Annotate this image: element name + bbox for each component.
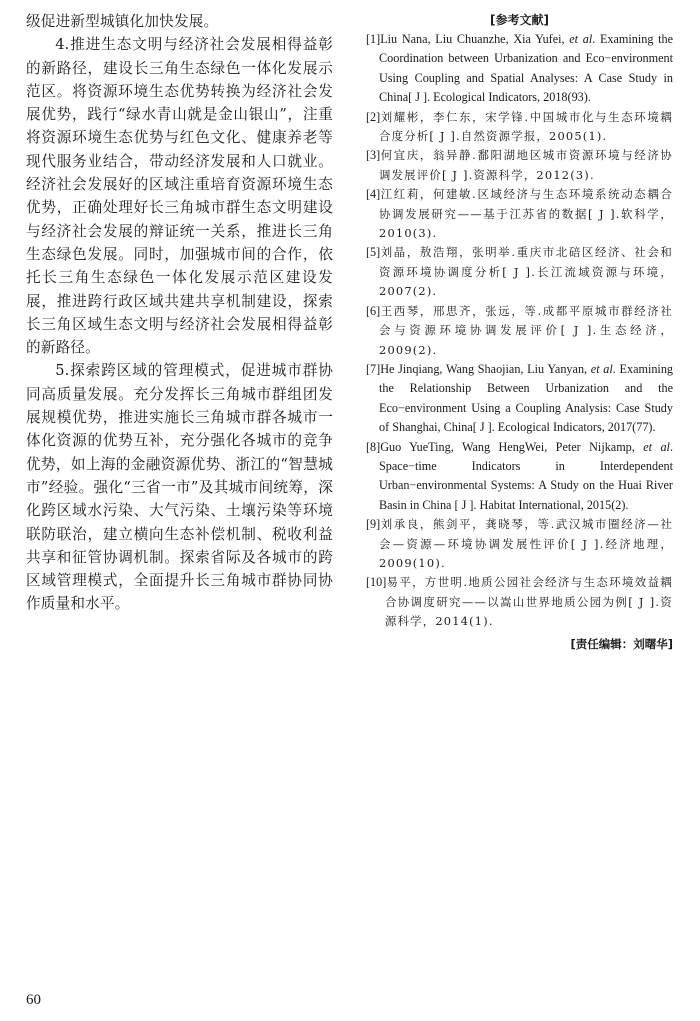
- reference-number: [6]: [366, 303, 381, 318]
- reference-number: [7]: [366, 361, 381, 376]
- reference-text: 易平，方世明.地质公园社会经济与生态环境效益耦合协调度研究——以嵩山世界地质公园为例[ J ].资源科学，2014(1).: [385, 575, 673, 629]
- reference-item: [366, 30, 673, 108]
- reference-text: 刘承良，熊剑平，龚晓琴，等.武汉城市圈经济—社会—资源—环境协调发展性评价[ J ].经济地理，2009(10).: [379, 517, 673, 570]
- references-heading: [参考文献]: [490, 13, 549, 27]
- reference-text: Liu Nana, Liu Chuanzhe, Xia Yufei,: [380, 32, 570, 46]
- references-column: [366, 10, 673, 654]
- reference-number: [10]: [366, 575, 387, 590]
- reference-text: . Space−time Indicators in Interdependent Urban−environmental Systems: A Study on the Huai River Basin in China [ J ]. Habitat International, 2015(2).: [379, 439, 673, 512]
- reference-text: 刘耀彬，李仁东，宋学锋.中国城市化与生态环境耦合度分析[ J ].自然资源学报，2005(1).: [379, 109, 673, 144]
- reference-number: [2]: [366, 109, 381, 124]
- reference-etal: et al: [590, 361, 613, 376]
- reference-etal: et al: [569, 32, 593, 46]
- reference-text: 江红莉，何建敏.区域经济与生态环境系统动态耦合协调发展研究——基于江苏省的数据[ J ].软科学，2010(3).: [379, 187, 673, 241]
- reference-item: [366, 146, 673, 185]
- reference-item: [366, 185, 673, 243]
- page-number: 60: [26, 992, 41, 1008]
- responsible-editor: [责任编辑：刘曙华]: [570, 636, 673, 651]
- body-text-column: [26, 10, 333, 616]
- reference-item: [366, 108, 673, 147]
- reference-item: [366, 360, 673, 438]
- reference-item: [366, 515, 673, 573]
- reference-text: 王西琴，邢思齐，张远，等.成都平原城市群经济社会与资源环境协调发展评价[ J ].生态经济，2009(2).: [379, 303, 673, 357]
- reference-item: [366, 243, 673, 301]
- reference-number: [1]: [366, 32, 381, 46]
- reference-text: . Examining the Relationship Between Urbanization and the Eco−environment Using a Coupling Analysis: Case Study of Shanghai, China[ J ]. Ecological Indicators, 2017(77).: [379, 361, 674, 435]
- reference-number: [9]: [366, 517, 381, 532]
- reference-text: Guo YueTing, Wang HengWei, Peter Nijkamp,: [380, 439, 644, 454]
- reference-item: [366, 438, 673, 516]
- reference-etal: et al: [643, 439, 670, 454]
- reference-text: 何宜庆，翁异静.鄱阳湖地区城市资源环境与经济协调发展评价[ J ].资源科学，2012(3).: [379, 148, 673, 182]
- reference-number: [8]: [366, 439, 381, 454]
- reference-number: [5]: [366, 245, 381, 260]
- paragraph-continuation: 级促进新型城镇化加快发展。: [26, 13, 219, 30]
- paragraph-point-5: 5.探索跨区域的管理模式，促进城市群协同高质量发展。充分发挥长三角城市群组团发展规模优势，推进实施长三角城市群各城市一体化资源的优势互补，充分强化各城市的竞争优势，如上海的金融资源优势、浙江的“智慧城市”经验。强化“三省一市”及其城市间统筹，深化跨区域水污染、大气污染、土壤污染等环境联防联治，建立横向生态补偿机制、税收利益共享和征管协调机制。探索省际及各城市的跨区域管理模式，全面提升长三角城市群协同协作质量和水平。: [26, 362, 333, 613]
- reference-text: He Jinqiang, Wang Shaojian, Liu Yanyan,: [380, 361, 591, 376]
- reference-item: [366, 573, 673, 631]
- reference-text: . Examining the Coordination between Urbanization and Eco−environment Using Coupling and Spatial Analyses: A Case Study in China[ J ]. Ecological Indicators, 2018(93).: [379, 32, 673, 105]
- reference-text: 刘晶，敖浩翔，张明举.重庆市北碚区经济、社会和资源环境协调度分析[ J ].长江流域资源与环境，2007(2).: [379, 245, 673, 299]
- paragraph-point-4: 4.推进生态文明与经济社会发展相得益彰的新路径，建设长三角生态绿色一体化发展示范区。将资源环境生态优势转换为经济社会发展优势，践行“绿水青山就是金山银山”，注重将资源环境生态优势与红色文化、健康养老等现代服务业结合，带动经济发展和人口就业。经济社会发展好的区域注重培育资源环境生态优势，正确处理好长三角城市群生态文明建设与经济社会发展的辩证统一关系，推进长三角生态绿色发展。同时，加强城市间的合作，依托长三角生态绿色一体化发展示范区建设发展，推进跨行政区域共建共享机制建设，探索长三角区域生态文明与经济社会发展相得益彰的新路径。: [26, 36, 333, 357]
- reference-number: [3]: [366, 148, 381, 163]
- reference-number: [4]: [366, 187, 381, 202]
- reference-item: [366, 302, 673, 360]
